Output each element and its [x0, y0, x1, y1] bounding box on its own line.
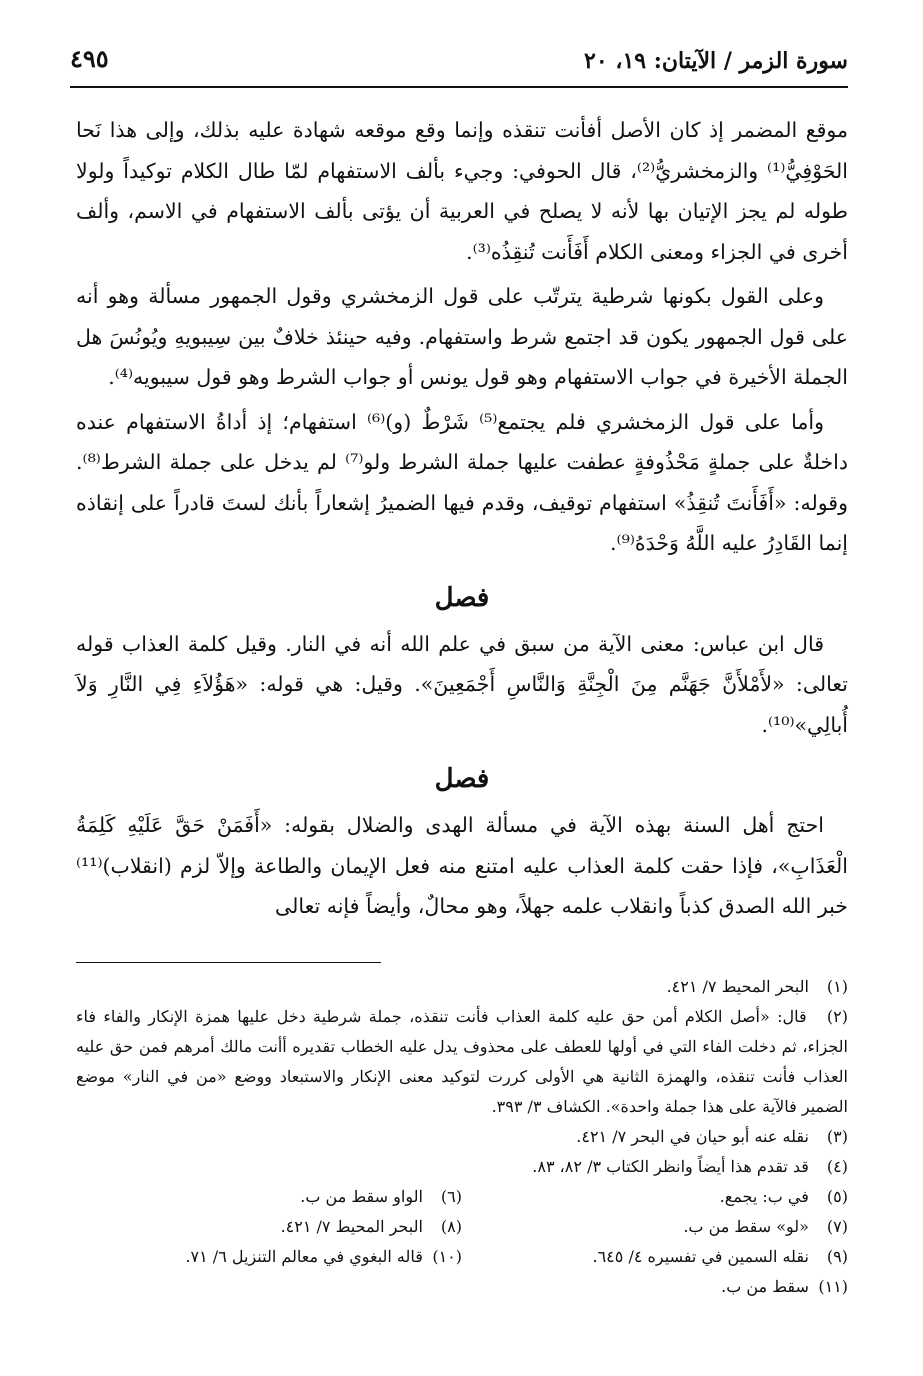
footnote-row: [76, 1212, 848, 1242]
footnote-row: [76, 1182, 848, 1212]
footnote: [462, 1212, 848, 1242]
footnote-number: (٨): [440, 1217, 462, 1236]
footnote: [76, 1212, 462, 1242]
footnote-number: (٣): [826, 1127, 848, 1146]
section-heading: فصل: [434, 582, 490, 613]
footnote: [462, 1182, 848, 1212]
paragraph: احتج أهل السنة بهذه الآية في مسألة الهدى والضلال بقوله: «أَفَمَنْ حَقَّ عَلَيْهِ كَلِمَةُ الْعَذَابِ»، فإذا حقت كلمة العذاب عليه امتنع منه فعل الإيمان والطاعة وإلاّ لزم (انقلاب)⁽¹¹⁾ خبر الله الصدق كذباً وانقلاب علمه جهلاً، وهو محالٌ، وأيضاً فإنه تعالى: [76, 813, 848, 918]
page-header: [70, 42, 848, 88]
footnote-text: قد تقدم هذا أيضاً وانظر الكتاب ٣/ ٨٢، ٨٣.: [532, 1157, 809, 1176]
paragraph: قال ابن عباس: معنى الآية من سبق في علم الله أنه في النار. وقيل كلمة العذاب قوله تعالى: «لأَمْلأَنَّ جَهَنَّم مِنَ الْجِنَّةِ وَالنَّاسِ أَجْمَعِينَ». وقيل: هي قوله: «هَؤُلاَءِ فِي النَّارِ وَلاَ أُبالِي»⁽¹⁰⁾.: [76, 631, 848, 737]
paragraph: وأما على قول الزمخشري فلم يجتمع⁽⁵⁾ شَرْطٌ (و)⁽⁶⁾ استفهام؛ إذ أداةُ الاستفهام عنده داخلةٌ على جملةٍ مَحْذُوفةٍ عطفت عليها جملة الشرط ولو⁽⁷⁾ لم يدخل على جملة الشرط⁽⁸⁾. وقوله: «أَفَأَنتَ تُنقِذُ» استفهام توقيف، وقدم فيها الضميرُ إشعاراً بأنك لستَ قادراً على إنقاذه إنما القَادِرُ عليه اللَّهُ وَحْدَهُ⁽⁹⁾.: [76, 409, 848, 555]
main-text: [76, 110, 848, 931]
footnote-number: (٤): [826, 1157, 848, 1176]
footnote-text: نقله عنه أبو حيان في البحر ٧/ ٤٢١.: [576, 1127, 809, 1146]
footnote-divider: [76, 962, 381, 963]
footnote: [76, 1182, 462, 1212]
footnote: [76, 1122, 848, 1152]
footnote: [76, 1272, 848, 1302]
footnote-number: (١٠): [432, 1247, 462, 1266]
footnote-text: الواو سقط من ب.: [300, 1187, 423, 1206]
footnote-text: سقط من ب.: [721, 1277, 809, 1296]
footnote: [76, 1152, 848, 1182]
footnote: [76, 1002, 848, 1122]
footnote-number: (١): [826, 977, 848, 996]
footnotes: [76, 972, 848, 1302]
section-heading: فصل: [434, 764, 490, 794]
footnote-text: في ب: يجمع.: [719, 1187, 809, 1206]
footnote-text: «لو» سقط من ب.: [683, 1217, 809, 1236]
footnote-number: (٥): [826, 1187, 848, 1206]
page-number: ٤٩٥: [70, 44, 109, 73]
paragraph: موقع المضمر إذ كان الأصل أفأنت تنقذه وإنما وقع موقعه شهادة عليه بذلك، وإلى هذا نَحا الحَوْفِيُّ⁽¹⁾ والزمخشريُّ⁽²⁾، قال الحوفي: وجيء بألف الاستفهام لمّا طال الكلام توكيداً ولولا طوله لم يجز الإتيان بها لأنه لا يصلح في العربية أن يؤتى بألف الاستفهام في الاسم، وألف أخرى في الجزاء ومعنى الكلام أَفَأَنت تُنقِذُه⁽³⁾.: [76, 118, 848, 264]
footnote-row: [76, 1242, 848, 1272]
footnote-text: قال: «أصل الكلام أمن حق عليه كلمة العذاب فأنت تنقذه، جملة شرطية دخل عليها همزة الإنكار والفاء فاء الجزاء، ثم دخلت الفاء التي في أولها للعطف على محذوف يدل عليه الخطاب تقديره أأنت مالك أمرهم فمن حق عليه العذاب فأنت تنقذه، والهمزة الثانية هي الأولى كررت لتوكيد معنى الإنكار والاستبعاد ووضع «من في النار» موضع الضمير فالآية على هذا جملة واحدة». الكشاف ٣/ ٣٩٣.: [76, 1007, 848, 1116]
footnote-text: قاله البغوي في معالم التنزيل ٦/ ٧١.: [185, 1247, 423, 1266]
footnote: [76, 1242, 462, 1272]
footnote-number: (٦): [440, 1187, 462, 1206]
footnote-number: (١١): [818, 1277, 848, 1296]
footnote-text: البحر المحيط ٧/ ٤٢١.: [666, 977, 809, 996]
paragraph: وعلى القول بكونها شرطية يترتّب على قول الزمخشري وقول الجمهور مسألة وهو أنه على قول الجمهور يكون قد اجتمع شرط واستفهام. وفيه حينئذ خلافٌ بين سِيبويهِ ويُونُسَ هل الجملة الأخيرة في جواب الاستفهام وهو قول يونس أو جواب الشرط وهو قول سيبويه⁽⁴⁾.: [76, 284, 848, 389]
footnote-number: (٧): [826, 1217, 848, 1236]
footnote-text: نقله السمين في تفسيره ٤/ ٦٤٥.: [592, 1247, 809, 1266]
footnote: [76, 972, 848, 1002]
footnote: [462, 1242, 848, 1272]
footnote-number: (٢): [826, 1007, 848, 1026]
running-title: سورة الزمر / الآيتان: ١٩، ٢٠: [584, 48, 848, 74]
footnote-number: (٩): [826, 1247, 848, 1266]
footnote-text: البحر المحيط ٧/ ٤٢١.: [280, 1217, 423, 1236]
